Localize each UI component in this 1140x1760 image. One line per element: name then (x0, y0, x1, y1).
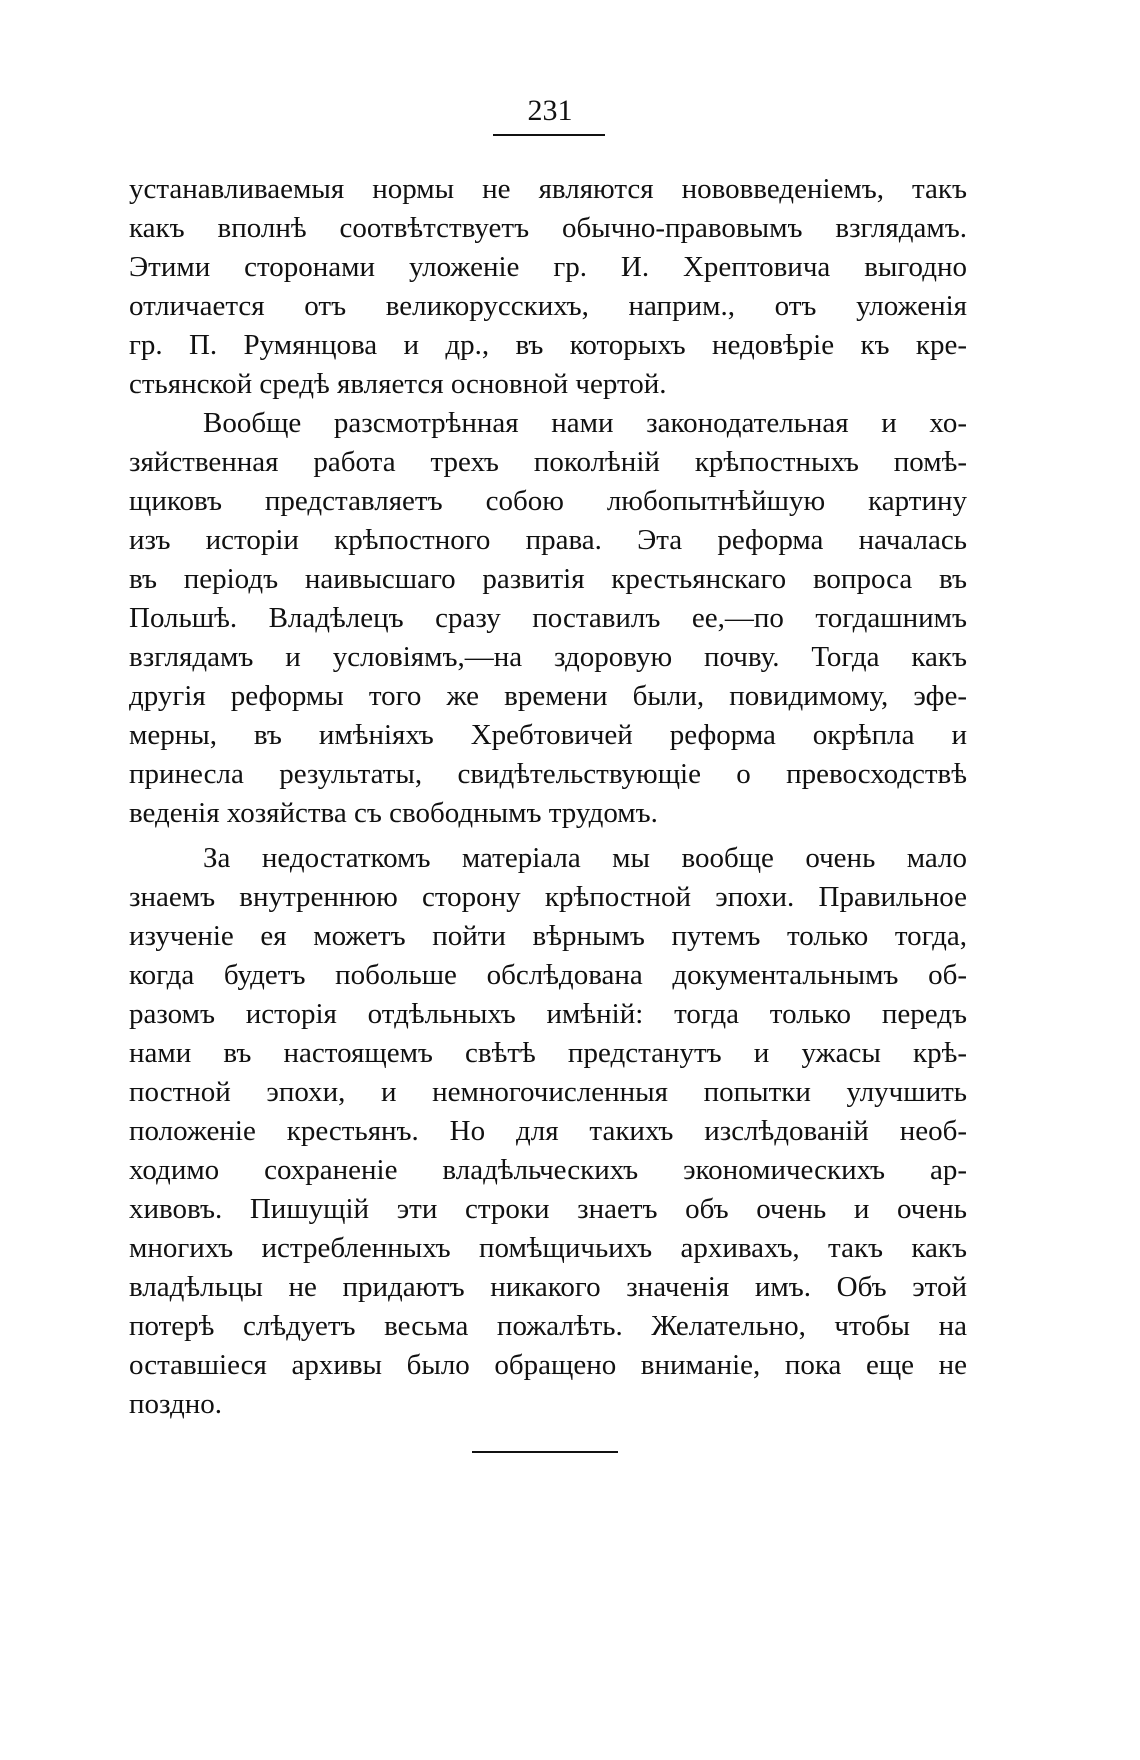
text-line: другiя реформы того же времени были, повидимому, эфе- (129, 680, 967, 712)
text-line: оставшiеся архивы было обращено вниманiе, пока еще не (129, 1349, 967, 1381)
text-line: хивовъ. Пишущiй эти строки знаетъ объ очень и очень (129, 1193, 967, 1225)
text-line: принесла результаты, свидѣтельствующiе о превосходствѣ (129, 758, 967, 790)
paragraph (129, 404, 967, 833)
text-line: положенiе крестьянъ. Но для такихъ изслѣдованiй необ- (129, 1115, 967, 1147)
text-line: веденiя хозяйства съ свободнымъ трудомъ. (129, 797, 658, 829)
text-line: устанавливаемыя нормы не являются нововведенiемъ, такъ (129, 173, 967, 205)
text-line: постной эпохи, и немногочисленныя попытки улучшить (129, 1076, 967, 1108)
text-line: разомъ исторiя отдѣльныхъ имѣнiй: тогда только передъ (129, 998, 967, 1030)
text-line: Этими сторонами уложенiе гр. И. Хрептовича выгодно (129, 251, 967, 283)
text-line: нами въ настоящемъ свѣтѣ предстанутъ и ужасы крѣ- (129, 1037, 967, 1069)
text-line: многихъ истребленныхъ помѣщичьихъ архивахъ, такъ какъ (129, 1232, 967, 1264)
text-line: зяйственная работа трехъ поколѣнiй крѣпостныхъ помѣ- (129, 446, 967, 478)
text-line: потерѣ слѣдуетъ весьма пожалѣть. Желательно, чтобы на (129, 1310, 967, 1342)
text-line: изученiе ея можетъ пойти вѣрнымъ путемъ только тогда, (129, 920, 967, 952)
text-line: гр. П. Румянцова и др., въ которыхъ недовѣрiе къ кре- (129, 329, 967, 361)
paragraph (129, 839, 967, 1424)
text-line: когда будетъ побольше обслѣдована документальнымъ об- (129, 959, 967, 991)
text-line: Польшѣ. Владѣлецъ сразу поставилъ ее,—по тогдашнимъ (129, 602, 967, 634)
text-line: въ перiодъ наивысшаго развитiя крестьянскаго вопроса въ (129, 563, 967, 595)
paragraph (129, 170, 967, 404)
text-line: мерны, въ имѣнiяхъ Хребтовичей реформа окрѣпла и (129, 719, 967, 751)
text-line: владѣльцы не придаютъ никакого значенiя имъ. Объ этой (129, 1271, 967, 1303)
text-line: стьянской средѣ является основной чертой. (129, 368, 667, 400)
text-line: взглядамъ и условiямъ,—на здоровую почву. Тогда какъ (129, 641, 967, 673)
page-number-underline (493, 134, 605, 136)
text-line: За недостаткомъ матерiала мы вообще очень мало (203, 842, 967, 874)
section-end-rule (472, 1451, 618, 1453)
body-text (129, 170, 967, 1424)
text-line: поздно. (129, 1388, 222, 1420)
text-line: отличается отъ великорусскихъ, наприм., отъ уложенiя (129, 290, 967, 322)
text-line: Вообще разсмотрѣнная нами законодательная и хо- (203, 407, 967, 439)
text-line: какъ вполнѣ соотвѣтствуетъ обычно-правовымъ взглядамъ. (129, 212, 967, 244)
text-line: ходимо сохраненiе владѣльческихъ экономическихъ ар- (129, 1154, 967, 1186)
text-line: изъ исторiи крѣпостного права. Эта реформа началась (129, 524, 967, 556)
page-number: 231 (527, 94, 573, 127)
text-line: знаемъ внутреннюю сторону крѣпостной эпохи. Правильное (129, 881, 967, 913)
text-line: щиковъ представляетъ собою любопытнѣйшую картину (129, 485, 967, 517)
